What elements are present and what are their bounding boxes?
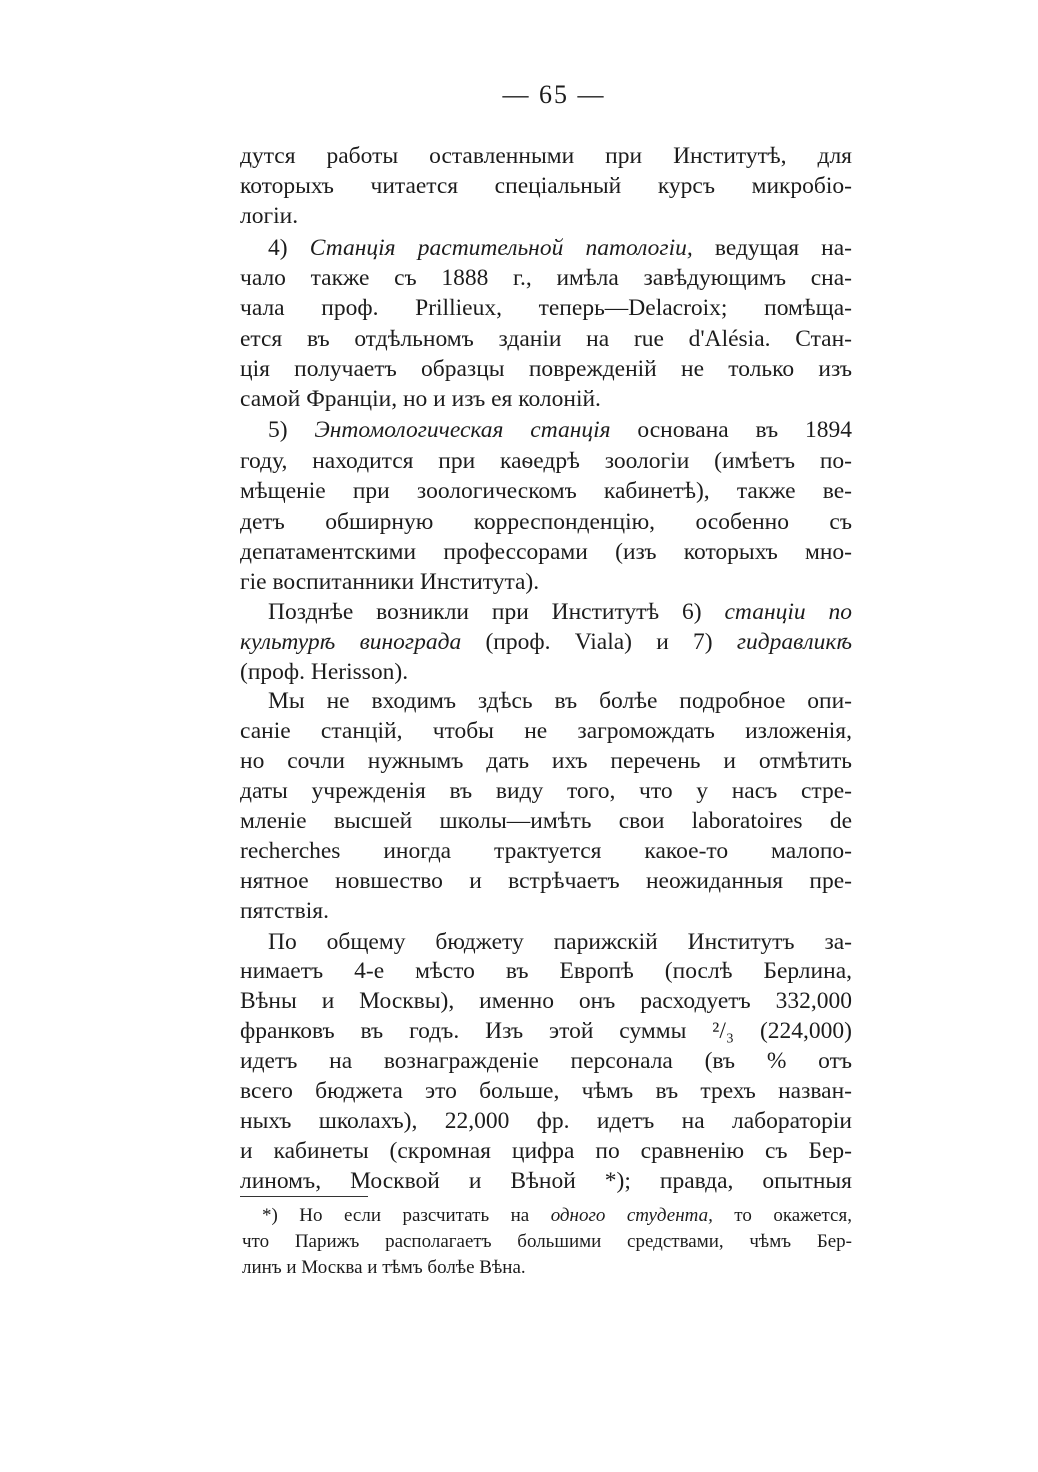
italic-text: культурѣ винограда <box>240 629 462 655</box>
text-run: 4) <box>268 235 310 261</box>
text-run: ется въ отдѣльномъ зданіи на rue d'Alésia. Стан- <box>240 326 852 352</box>
text-run: но сочли нужнымъ дать ихъ перечень и отмѣтить <box>240 748 852 774</box>
text-run: логіи. <box>240 203 299 229</box>
italic-text: станціи по <box>724 599 852 625</box>
text-run: которыхъ читается спеціальный курсъ микробіо- <box>240 173 852 199</box>
text-run: гіе воспитанники Института). <box>240 569 540 595</box>
text-run: даты учрежденія въ виду того, что у насъ стре- <box>240 778 852 804</box>
text-line <box>240 1163 852 1199</box>
text-run: депатаментскими профессорами (изъ которыхъ мно- <box>240 539 852 565</box>
text-run: чала проф. Prillieux, теперь—Delacroix; помѣща- <box>240 295 852 321</box>
footnote-line <box>262 1203 852 1229</box>
text-run: детъ обширную корреспонденцію, особенно съ <box>240 509 852 535</box>
italic-text: Станція растительной патологіи, <box>309 235 693 261</box>
text-run: нимаетъ 4-е мѣсто въ Европѣ (послѣ Берлина, <box>240 958 852 984</box>
text-run: основана въ 1894 <box>610 417 852 443</box>
text-run: Мы не входимъ здѣсь въ болѣе подробное опи- <box>268 688 852 714</box>
text-run: идетъ на вознагражденіе персонала (въ % отъ <box>240 1048 852 1074</box>
text-run: и кабинеты (скромная цифра по сравненію съ Бер- <box>240 1138 852 1164</box>
text-run: чало также съ 1888 г., имѣла завѣдующимъ сна- <box>240 265 852 291</box>
text-run: 5) <box>268 417 315 443</box>
text-run: пятствія. <box>240 898 329 924</box>
text-run: Вѣны и Москвы), именно онъ расходуетъ 332,000 <box>240 988 852 1014</box>
text-run: франковъ въ годъ. Изъ этой суммы ²/₃ (224,000) <box>240 1018 852 1044</box>
footnote-rule <box>240 1196 368 1197</box>
text-run: (проф. Herisson). <box>240 659 409 685</box>
text-run: нятное новшество и встрѣчаетъ неожиданныя пре- <box>240 868 852 894</box>
footnote-line <box>242 1229 852 1255</box>
text-run: ція получаетъ образцы поврежденій не только изъ <box>240 356 852 382</box>
text-line <box>240 198 852 234</box>
text-run: году, находится при каѳедрѣ зоологіи (имѣетъ по- <box>240 448 852 474</box>
text-run: самой Франціи, но и изъ ея колоній. <box>240 386 601 412</box>
text-run: ведущая на- <box>692 235 852 261</box>
text-run: линомъ, Москвой и Вѣной *); правда, опытныя <box>240 1168 852 1194</box>
text-run: мѣщеніе при зоологическомъ кабинетѣ), также ве- <box>240 478 852 504</box>
text-run: всего бюджета это больше, чѣмъ въ трехъ назван- <box>240 1078 852 1104</box>
text-run: что Парижъ располагаетъ большими средствами, чѣмъ Бер- <box>242 1231 852 1252</box>
page-number: — 65 — <box>502 80 606 109</box>
text-run: линъ и Москва и тѣмъ болѣе Вѣна. <box>242 1257 526 1278</box>
text-run: дутся работы оставленными при Институтѣ, для <box>240 143 852 169</box>
text-run: recherches иногда трактуется какое-то малопо- <box>240 838 852 864</box>
text-run: По общему бюджету парижскій Институтъ за- <box>268 929 852 955</box>
text-run: саніе станцій, чтобы не загромождать изложенія, <box>240 718 852 744</box>
text-run: *) Но если разсчитать на <box>262 1205 551 1226</box>
text-run: (проф. Viala) и 7) <box>461 629 737 655</box>
italic-text: одного студента, <box>550 1205 713 1226</box>
text-run: мленіе высшей школы—имѣть свои laboratoires de <box>240 808 852 834</box>
text-run: ныхъ школахъ), 22,000 фр. идетъ на лабораторіи <box>240 1108 852 1134</box>
text-run: то окажется, <box>712 1205 852 1226</box>
text-run: Позднѣе возникли при Институтѣ 6) <box>268 599 725 625</box>
italic-text: Энтомологическая станція <box>314 417 611 443</box>
italic-text: гидравликѣ <box>736 629 852 655</box>
footnote-line <box>242 1255 852 1281</box>
